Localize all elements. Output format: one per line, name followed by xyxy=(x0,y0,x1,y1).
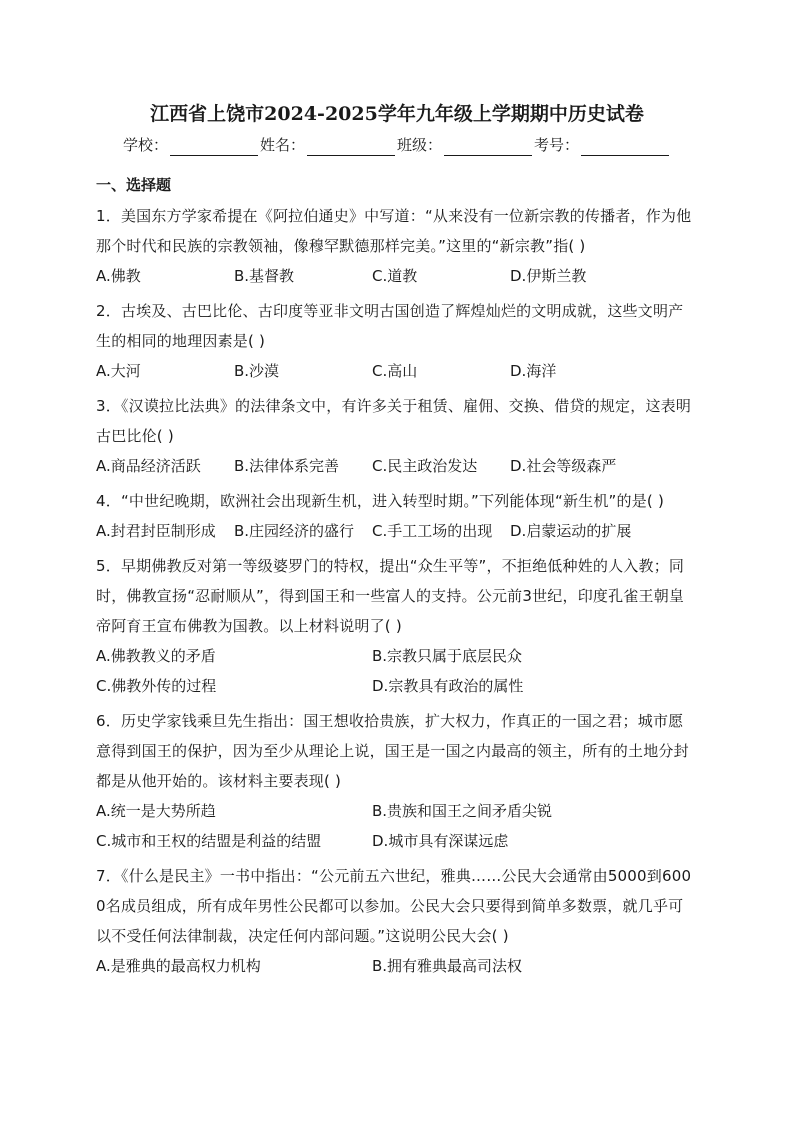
option-d: D.海洋 xyxy=(510,362,557,380)
question-6 xyxy=(96,706,698,856)
school-label: 学校： xyxy=(122,136,168,154)
option-c: C.道教 xyxy=(372,267,418,285)
option-c: C.手工工场的出现 xyxy=(372,522,493,540)
student-info-line xyxy=(96,134,698,156)
question-3 xyxy=(96,391,698,481)
question-options xyxy=(96,641,698,701)
exam-number-field xyxy=(534,134,671,156)
exam-title: 江西省上饶市2024-2025学年九年级上学期期中历史试卷 xyxy=(150,103,644,125)
option-a: A.佛教 xyxy=(96,267,141,285)
question-text: 7．《什么是民主》一书中指出：“公元前五六世纪，雅典……公民大会通常由5000到6000名成员组成，所有成年男性公民都可以参加。公民大会只要得到简单多数票，就几乎可以不受任何法律制裁，决定任何内部问题。”这说明公民大会( ) xyxy=(96,867,692,945)
option-b: B.贵族和国王之间矛盾尖锐 xyxy=(372,802,553,820)
option-a: A.是雅典的最高权力机构 xyxy=(96,957,261,975)
question-text: 1．美国东方学家希提在《阿拉伯通史》中写道：“从来没有一位新宗教的传播者，作为他那个时代和民族的宗教领袖，像穆罕默德那样完美。”这里的“新宗教”指( ) xyxy=(96,207,692,255)
question-options xyxy=(96,796,698,856)
name-blank xyxy=(307,139,395,156)
question-5 xyxy=(96,551,698,701)
question-2 xyxy=(96,296,698,386)
option-b: B.沙漠 xyxy=(234,362,280,380)
question-4 xyxy=(96,486,698,546)
option-d: D.宗教具有政治的属性 xyxy=(372,677,524,695)
section-heading: 一、选择题 xyxy=(96,176,172,194)
option-b: B.法律体系完善 xyxy=(234,457,340,475)
option-d: D.伊斯兰教 xyxy=(510,267,587,285)
exam-number-label: 考号： xyxy=(534,136,580,154)
option-d: D.城市具有深谋远虑 xyxy=(372,832,509,850)
question-1 xyxy=(96,201,698,291)
option-a: A.统一是大势所趋 xyxy=(96,802,216,820)
question-text: 6．历史学家钱乘旦先生指出：国王想收拾贵族，扩大权力，作真正的一国之君；城市愿意得到国王的保护，因为至少从理论上说，国王是一国之内最高的领主，所有的土地分封都是从他开始的。该材料主要表现( ) xyxy=(96,712,689,790)
question-options xyxy=(96,356,698,386)
name-field xyxy=(260,134,397,156)
question-text: 3．《汉谟拉比法典》的法律条文中，有许多关于租赁、雇佣、交换、借贷的规定，这表明古巴比伦( ) xyxy=(96,397,692,445)
school-field xyxy=(123,134,260,156)
question-options xyxy=(96,261,698,291)
option-d: D.启蒙运动的扩展 xyxy=(510,522,632,540)
option-a: A.商品经济活跃 xyxy=(96,457,201,475)
option-c: C.高山 xyxy=(372,362,418,380)
question-text: 4．“中世纪晚期，欧洲社会出现新生机，进入转型时期。”下列能体现“新生机”的是( ) xyxy=(96,492,665,510)
class-label: 班级： xyxy=(397,136,443,154)
exam-number-blank xyxy=(581,139,669,156)
question-7 xyxy=(96,861,698,981)
option-a: A.封君封臣制形成 xyxy=(96,522,216,540)
question-text: 5．早期佛教反对第一等级婆罗门的特权，提出“众生平等”，不拒绝低种姓的人入教；同时，佛教宣扬“忍耐顺从”，得到国王和一些富人的支持。公元前3世纪，印度孔雀王朝皇帝阿育王宣布佛教为国教。以上材料说明了( ) xyxy=(96,557,685,635)
option-b: B.拥有雅典最高司法权 xyxy=(372,957,523,975)
option-c: C.城市和王权的结盟是利益的结盟 xyxy=(96,832,322,850)
option-a: A.佛教教义的矛盾 xyxy=(96,647,216,665)
question-options xyxy=(96,451,698,481)
question-options xyxy=(96,951,698,981)
option-b: B.宗教只属于底层民众 xyxy=(372,647,523,665)
class-blank xyxy=(444,139,532,156)
school-blank xyxy=(170,139,258,156)
option-a: A.大河 xyxy=(96,362,141,380)
question-text: 2．古埃及、古巴比伦、古印度等亚非文明古国创造了辉煌灿烂的文明成就，这些文明产生的相同的地理因素是( ) xyxy=(96,302,684,350)
question-options xyxy=(96,516,698,546)
option-c: C.民主政治发达 xyxy=(372,457,478,475)
class-field xyxy=(397,134,534,156)
option-b: B.庄园经济的盛行 xyxy=(234,522,355,540)
option-b: B.基督教 xyxy=(234,267,295,285)
name-label: 姓名： xyxy=(259,136,305,154)
option-d: D.社会等级森严 xyxy=(510,457,617,475)
option-c: C.佛教外传的过程 xyxy=(96,677,217,695)
